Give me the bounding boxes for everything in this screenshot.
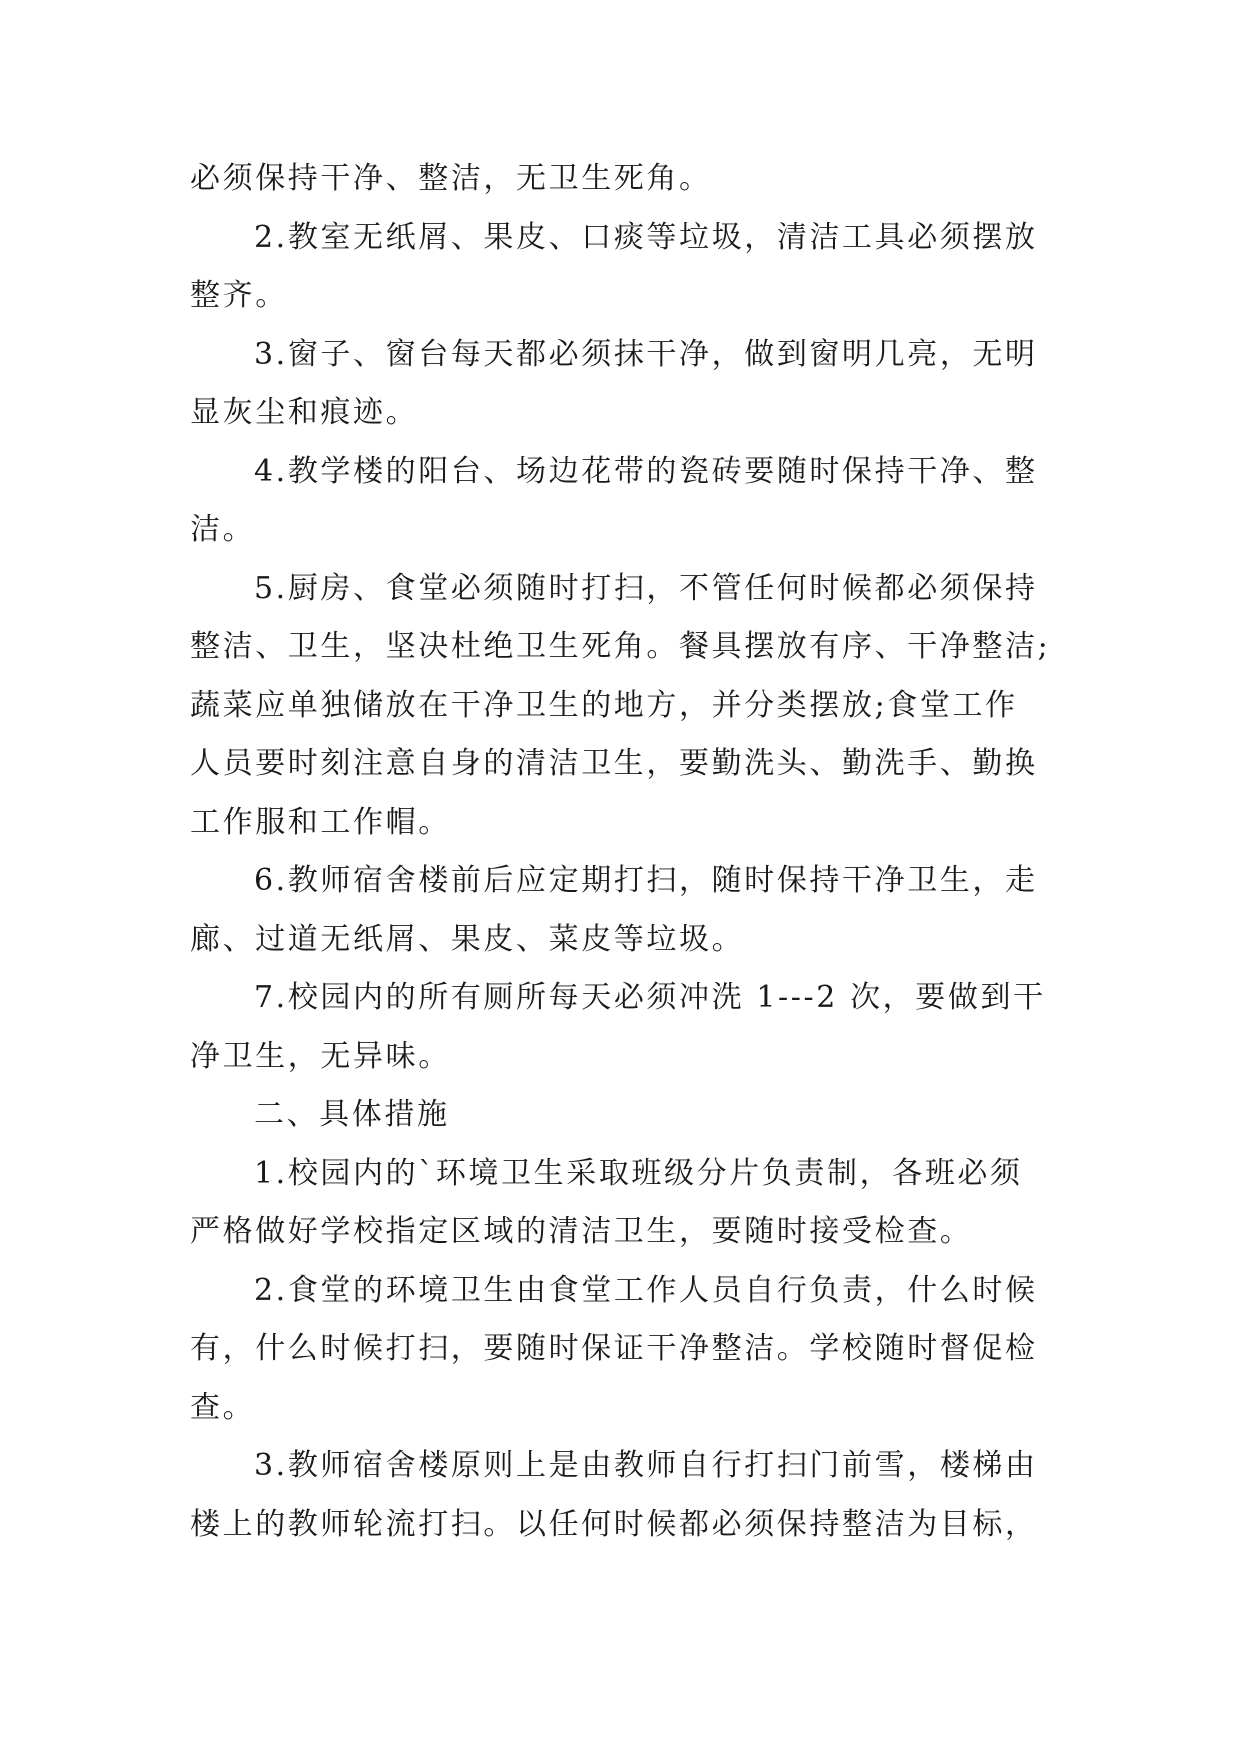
text-line: 楼上的教师轮流打扫。以任何时候都必须保持整洁为目标， [190, 1506, 1038, 1542]
text-line: 1.校园内的`环境卫生采取班级分片负责制，各班必须 [254, 1155, 1023, 1191]
text-line: 整齐。 [190, 278, 288, 313]
text-line: 3.窗子、窗台每天都必须抹干净，做到窗明几亮，无明 [254, 336, 1038, 372]
text-line: 蔬菜应单独储放在干净卫生的地方，并分类摆放;食堂工作 [190, 687, 1018, 723]
text-line: 工作服和工作帽。 [190, 804, 451, 840]
text-line: 6.教师宿舍楼前后应定期打扫，随时保持干净卫生，走 [254, 863, 1038, 898]
text-line: 显灰尘和痕迹。 [190, 395, 419, 430]
text-line: 整洁、卫生，坚决杜绝卫生死角。餐具摆放有序、干净整洁; [190, 629, 1051, 664]
text-line: 5.厨房、食堂必须随时打扫，不管任何时候都必须保持 [254, 570, 1038, 606]
text-line: 4.教学楼的阳台、场边花带的瓷砖要随时保持干净、整 [254, 453, 1038, 489]
text-line: 洁。 [190, 512, 256, 547]
text-line: 7.校园内的所有厕所每天必须冲洗 1---2 次，要做到干 [254, 980, 1046, 1015]
text-line: 有，什么时候打扫，要随时保证干净整洁。学校随时督促检 [190, 1331, 1038, 1366]
text-line: 3.教师宿舍楼原则上是由教师自行打扫门前雪，楼梯由 [254, 1448, 1038, 1483]
text-line: 必须保持干净、整洁，无卫生死角。 [190, 161, 712, 196]
text-line: 人员要时刻注意自身的清洁卫生，要勤洗头、勤洗手、勤换 [190, 746, 1038, 781]
text-line: 查。 [190, 1389, 256, 1425]
text-line: 廊、过道无纸屑、果皮、菜皮等垃圾。 [190, 921, 745, 957]
text-line: 2.食堂的环境卫生由食堂工作人员自行负责，什么时候 [254, 1272, 1038, 1308]
text-line: 2.教室无纸屑、果皮、口痰等垃圾，清洁工具必须摆放 [254, 219, 1038, 255]
text-line: 严格做好学校指定区域的清洁卫生，要随时接受检查。 [190, 1214, 973, 1249]
text-line: 二、具体措施 [254, 1097, 450, 1132]
document-body [190, 150, 1050, 1554]
text-line: 净卫生，无异味。 [190, 1038, 451, 1074]
